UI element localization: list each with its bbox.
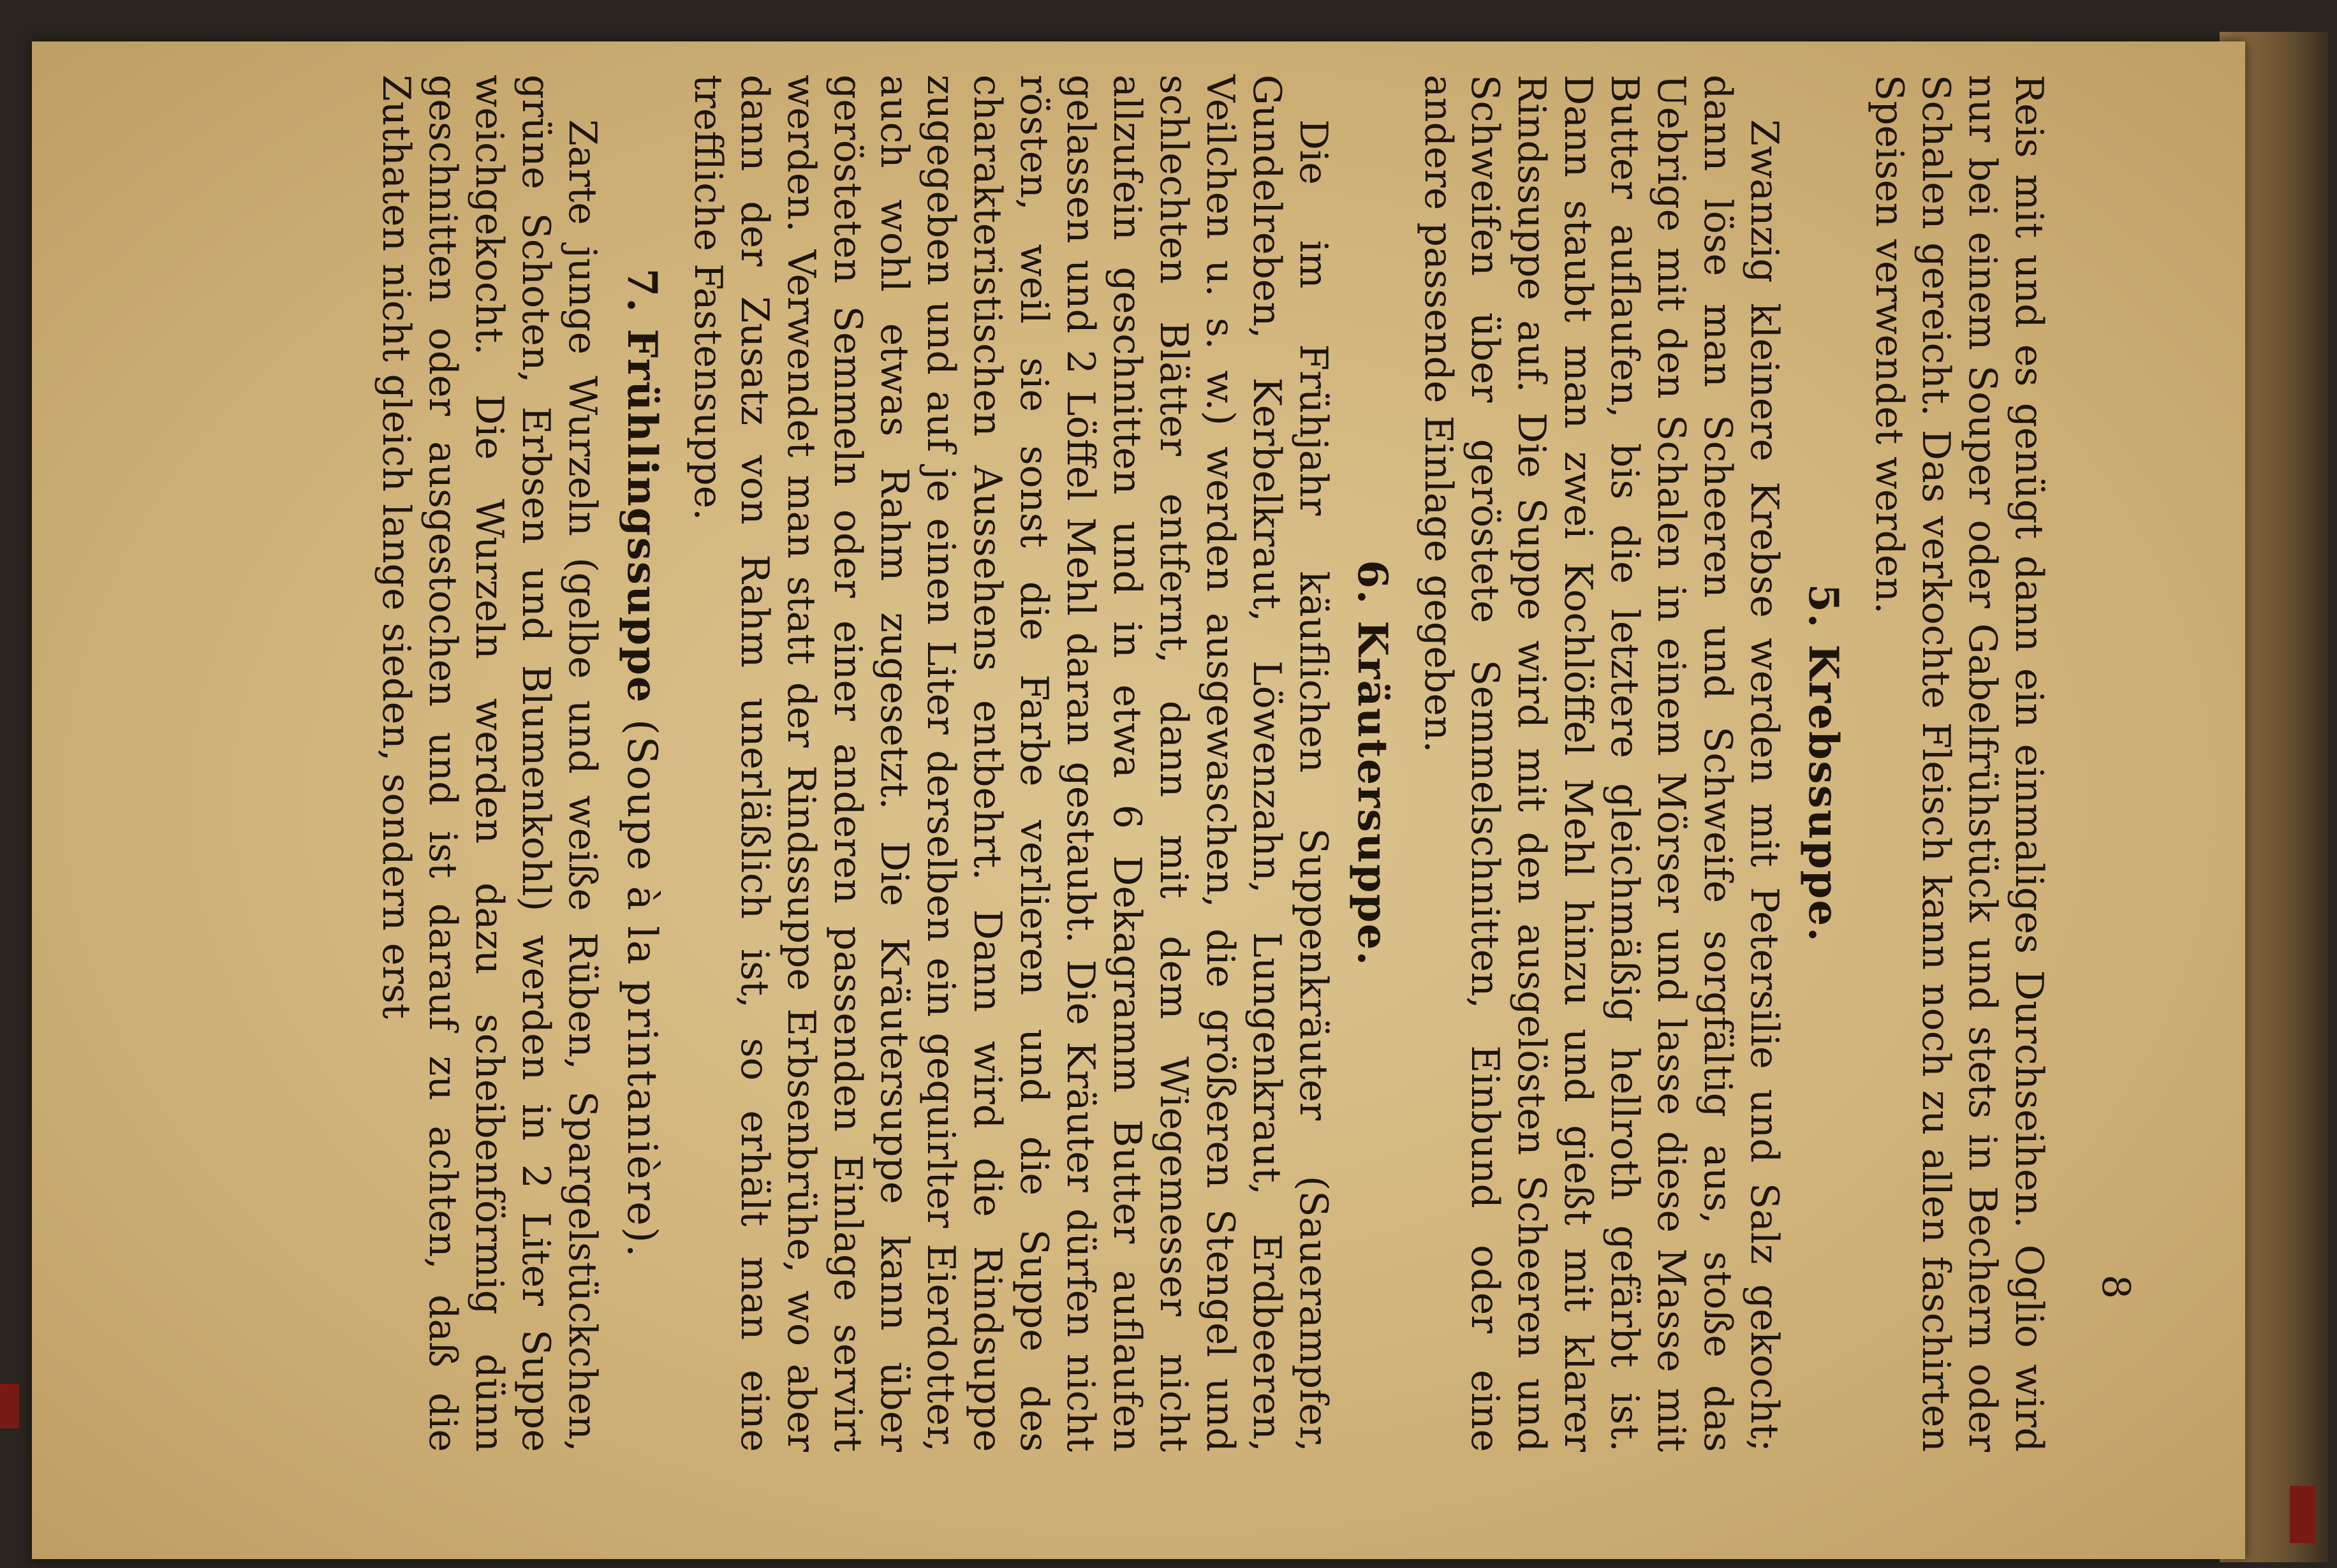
page-number: 8 bbox=[2093, 1274, 2138, 1299]
heading-subtitle: (Soupe à la printanière). bbox=[618, 719, 665, 1259]
red-mark bbox=[0, 1384, 19, 1428]
paragraph: Die im Frühjahr käuflichen Suppenkräuter (Sauerampfer, Gundelreben, Kerbelkraut, Löwenzahn, Lungenkraut, Erdbeeren, Veilchen u. s. w.) werden ausgewaschen, die größeren Stengel und schlechten Blätter entfernt, dann mit dem Wiegemesser nicht allzufein geschnitten und in etwa 6 Dekagramm Butter auflaufen gelassen und 2 Löffel Mehl daran gestaubt. Die Kräuter dürfen nicht rösten, weil sie sonst die Farbe verlieren und die Suppe des charakteristischen Aussehens entbehrt. Dann wird die Rindsuppe zugegeben und auf je einen Liter derselben ein gequirlter Eierdotter, auch wohl etwas Rahm zugesetzt. Die Kräutersuppe kann über gerösteten Semmeln oder einer anderen passenden Einlage servirt werden. Verwendet man statt der Rindssuppe Erbsenbrühe, wo aber dann der Zusatz von Rahm unerläßlich ist, so erhält man eine treffliche Fastensuppe. bbox=[686, 75, 1336, 1452]
section-heading bbox=[618, 75, 665, 1452]
paragraph: Zarte junge Wurzeln (gelbe und weiße Rüben, Spargelstückchen, grüne Schoten, Erbsen und Blumenkohl) werden in 2 Liter Suppe weichgekocht. Die Wurzeln werden dazu scheibenförmig dünn geschnitten oder ausgestochen und ist darauf zu achten, daß die Zuthaten nicht gleich lange sieden, sondern erst bbox=[374, 75, 605, 1452]
rotated-page-content bbox=[52, 49, 2157, 1503]
paragraph: Zwanzig kleinere Krebse werden mit Petersilie und Salz gekocht; dann löse man Scheeren und Schweife sorgfältig aus, stoße das Uebrige mit den Schalen in einem Mörser und lasse diese Masse mit Butter auflaufen, bis die letztere gleichmäßig hellroth gefärbt ist. Dann staubt man zwei Kochlöffel Mehl hinzu und gießt mit klarer Rindssuppe auf. Die Suppe wird mit den ausgelösten Scheeren und Schweifen über geröstete Semmelschnitten, Einbund oder eine andere passende Einlage gegeben. bbox=[1416, 75, 1787, 1452]
paragraph: Reis mit und es genügt dann ein einmaliges Durchseihen. Oglio wird nur bei einem Souper oder Gabelfrühstück und stets in Bechern oder Schalen gereicht. Das verkochte Fleisch kann noch zu allen faschirten Speisen verwendet werden. bbox=[1867, 75, 2051, 1452]
section-heading: 6. Kräutersuppe. bbox=[1348, 560, 1396, 967]
section-heading: 5. Krebssuppe. bbox=[1799, 583, 1847, 943]
page-text bbox=[372, 75, 2052, 1452]
heading-title: 7. Frühlingssuppe bbox=[618, 268, 666, 704]
red-mark bbox=[2290, 1486, 2315, 1543]
